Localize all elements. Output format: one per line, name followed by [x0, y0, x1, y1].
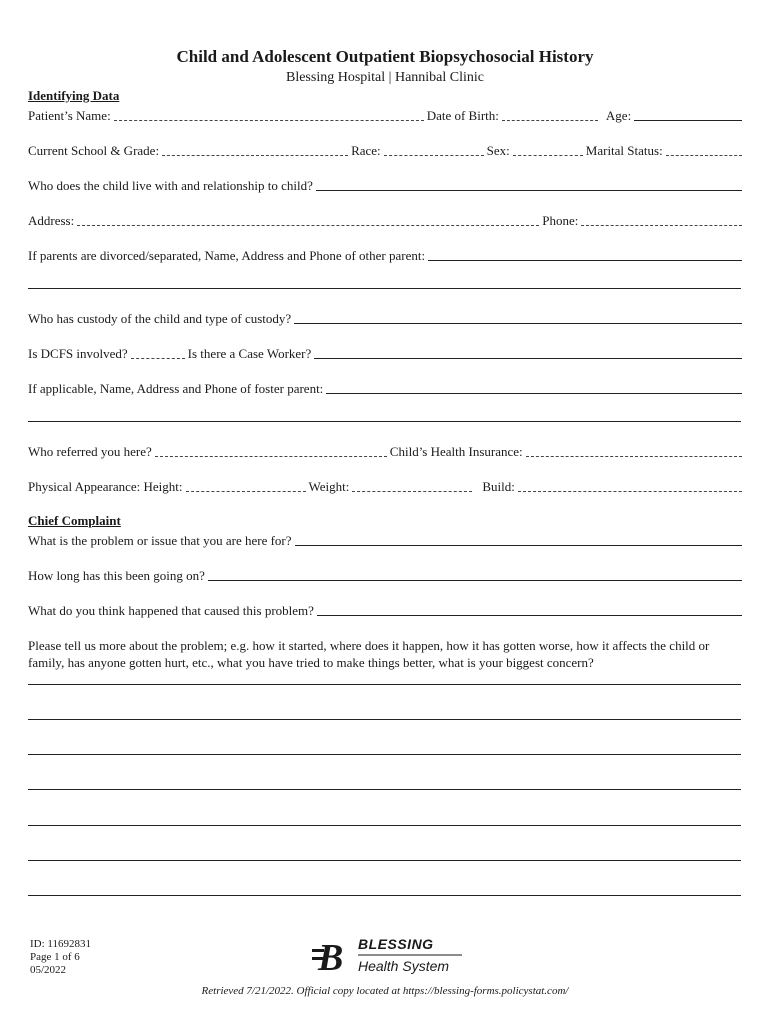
problem-label: What is the problem or issue that you are here for? — [28, 533, 292, 548]
case-worker-label: Is there a Case Worker? — [187, 346, 312, 361]
phone-label: Phone: — [542, 213, 579, 228]
details-line[interactable] — [28, 860, 741, 861]
build-label: Build: — [482, 479, 515, 494]
dcfs-label: Is DCFS involved? — [28, 346, 128, 361]
svg-text:Health System: Health System — [358, 958, 450, 974]
referred-field[interactable] — [155, 443, 387, 457]
foster-field[interactable] — [326, 380, 742, 394]
details-line[interactable] — [28, 789, 741, 790]
patient-name-field[interactable] — [114, 107, 424, 121]
document-id: ID: 11692831 — [30, 938, 92, 950]
marital-field[interactable] — [666, 142, 742, 156]
cause-row — [28, 601, 742, 619]
svg-text:B: B — [318, 937, 344, 976]
height-field[interactable] — [186, 478, 306, 492]
problem-details-prompt: Please tell us more about the problem; e.g. how it started, where does it happen, how it has gotten worse, how it affects the child or family, has anyone gotten hurt, etc., what you have tried to make things better, what is your biggest concern? — [28, 638, 710, 670]
build-field[interactable] — [518, 478, 742, 492]
svg-text:BLESSING: BLESSING — [358, 936, 434, 952]
chief-complaint-heading: Chief Complaint — [28, 513, 121, 528]
details-line[interactable] — [28, 719, 741, 720]
custody-row — [28, 309, 742, 327]
custody-field[interactable] — [294, 310, 742, 324]
live-with-field[interactable] — [316, 177, 742, 191]
school-label: Current School & Grade: — [28, 143, 160, 158]
address-row — [28, 211, 742, 229]
logo-mark-icon — [312, 934, 472, 976]
page-subtitle: Blessing Hospital | Hannibal Clinic — [285, 70, 484, 85]
footer-meta — [30, 938, 91, 977]
race-field[interactable] — [384, 142, 484, 156]
insurance-label: Child’s Health Insurance: — [389, 444, 523, 459]
referred-label: Who referred you here? — [28, 444, 152, 459]
blessing-logo — [312, 934, 472, 976]
phone-field[interactable] — [581, 212, 742, 226]
physical-row — [28, 477, 742, 495]
height-label: Physical Appearance: Height: — [28, 479, 183, 494]
dob-label: Date of Birth: — [426, 108, 499, 123]
referral-row — [28, 442, 742, 460]
weight-label: Weight: — [308, 479, 350, 494]
other-parent-label: If parents are divorced/separated, Name, Address and Phone of other parent: — [28, 248, 426, 263]
other-parent-row — [28, 246, 742, 264]
cause-label: What do you think happened that caused this problem? — [28, 603, 314, 618]
age-label: Age: — [605, 108, 632, 123]
race-label: Race: — [351, 143, 381, 158]
patient-name-label: Patient’s Name: — [28, 108, 111, 123]
insurance-field[interactable] — [526, 443, 742, 457]
case-worker-field[interactable] — [314, 345, 742, 359]
school-field[interactable] — [162, 142, 348, 156]
foster-row — [28, 379, 742, 397]
page-number: Page 1 of 6 — [30, 951, 80, 963]
revision-date: 05/2022 — [30, 964, 67, 976]
sex-field[interactable] — [513, 142, 583, 156]
dcfs-row — [28, 344, 742, 362]
retrieved-notice: Retrieved 7/21/2022. Official copy located at https://blessing-forms.policystat.com/ — [201, 985, 569, 997]
foster-label: If applicable, Name, Address and Phone of foster parent: — [28, 381, 324, 396]
duration-row — [28, 566, 742, 584]
details-line[interactable] — [28, 825, 741, 826]
details-line[interactable] — [28, 684, 741, 685]
foster-extra-line[interactable] — [28, 421, 741, 422]
identifying-data-heading: Identifying Data — [28, 88, 120, 103]
age-field[interactable] — [634, 107, 742, 121]
problem-field[interactable] — [295, 532, 742, 546]
details-line[interactable] — [28, 754, 741, 755]
live-with-label: Who does the child live with and relationship to child? — [28, 178, 313, 193]
details-line[interactable] — [28, 895, 741, 896]
duration-label: How long has this been going on? — [28, 568, 205, 583]
other-parent-field[interactable] — [428, 247, 742, 261]
problem-row — [28, 531, 742, 549]
marital-label: Marital Status: — [585, 143, 663, 158]
other-parent-extra-line[interactable] — [28, 288, 741, 289]
patient-row — [28, 106, 742, 124]
live-with-row — [28, 176, 742, 194]
dob-field[interactable] — [502, 107, 598, 121]
cause-field[interactable] — [317, 602, 742, 616]
dcfs-field[interactable] — [131, 345, 185, 359]
address-label: Address: — [28, 213, 75, 228]
weight-field[interactable] — [352, 478, 472, 492]
page-title: Child and Adolescent Outpatient Biopsychosocial History — [176, 47, 594, 66]
address-field[interactable] — [77, 212, 539, 226]
duration-field[interactable] — [208, 567, 742, 581]
school-row — [28, 141, 742, 159]
custody-label: Who has custody of the child and type of custody? — [28, 311, 292, 326]
sex-label: Sex: — [486, 143, 510, 158]
